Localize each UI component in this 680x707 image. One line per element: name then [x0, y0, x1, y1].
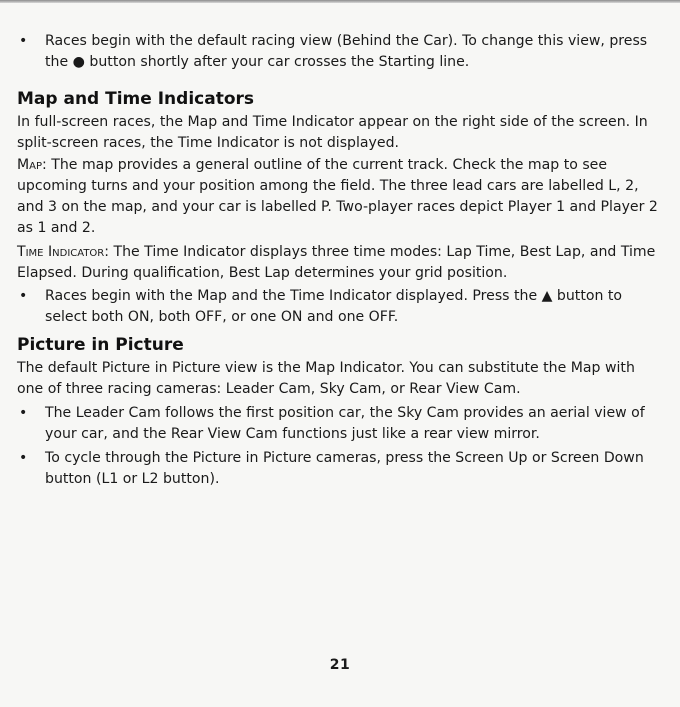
pip-bullet-2-text: To cycle through the Picture in Picture cameras, press the Screen Up or Screen Down button (L1 or L2 button). [45, 450, 644, 487]
pip-bullet-1 [17, 403, 661, 445]
map-time-paragraph: In full-screen races, the Map and Time Indicator appear on the right side of the screen. In split-screen races, the Time Indicator is not displayed. [17, 114, 648, 151]
bullet-marker: • [19, 405, 28, 421]
time-indicator-text: The Time Indicator displays three time modes: Lap Time, Best Lap, and Time Elapsed. During qualification, Best Lap determines your grid position. [17, 244, 656, 281]
bullet-marker: • [19, 33, 28, 49]
map-description-text: The map provides a general outline of the current track. Check the map to see upcoming turns and your position among the field. The three lead cars are labelled L, 2, and 3 on the map, and your car is labelled P. Two-player races depict Player 1 and Player 2 as 1 and 2. [17, 157, 658, 236]
top-rule [0, 0, 680, 3]
intro-bullet [17, 31, 661, 73]
intro-bullet-text-end: button shortly after your car crosses the Starting line. [84, 54, 470, 70]
map-bullet-text-start: Races begin with the Map and the Time Indicator displayed. Press the [45, 288, 542, 304]
bullet-marker: • [19, 288, 28, 304]
time-indicator-description [17, 242, 661, 284]
map-description [17, 155, 661, 239]
circle-button-icon: ● [72, 54, 85, 70]
time-indicator-label: Time Indicator: [17, 244, 109, 260]
pip-bullet-2 [17, 448, 661, 490]
triangle-button-icon: ▲ [541, 288, 553, 304]
map-label: Map: [17, 157, 47, 173]
pip-paragraph: The default Picture in Picture view is the Map Indicator. You can substitute the Map with one of three racing cameras: Leader Cam, Sky Cam, or Rear View Cam. [17, 360, 635, 397]
pip-bullet-1-text: The Leader Cam follows the first position car, the Sky Cam provides an aerial view of your car, and the Rear View Cam functions just like a rear view mirror. [45, 405, 645, 442]
pip-heading: Picture in Picture [17, 335, 184, 355]
map-time-heading: Map and Time Indicators [17, 89, 255, 109]
map-bullet-text-end: button to select both ON, both OFF, or one ON and one OFF. [45, 288, 623, 325]
page-number: 21 [329, 657, 351, 673]
bullet-marker: • [19, 450, 28, 466]
map-bullet [17, 286, 661, 328]
manual-page [17, 31, 661, 490]
intro-bullet-text-start: Races begin with the default racing view (Behind the Car). To change this view, press the [45, 33, 648, 70]
